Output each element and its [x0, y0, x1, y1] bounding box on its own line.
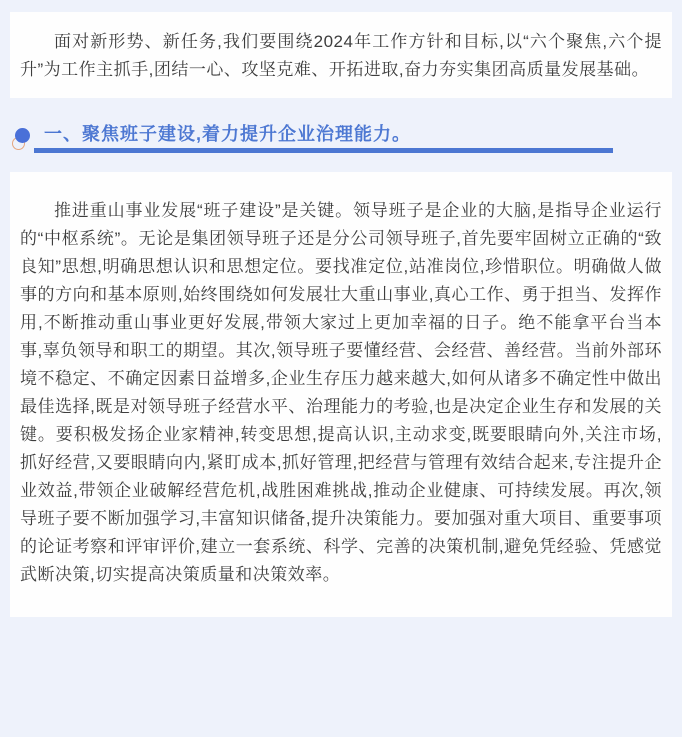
intro-card: [10, 12, 672, 98]
section-underline: [34, 148, 613, 153]
section-bullet-icon: [12, 128, 30, 150]
body-paragraph: 推进重山事业发展“班子建设”是关键。领导班子是企业的大脑,是指导企业运行的“中枢系统”。无论是集团领导班子还是分公司领导班子,首先要牢固树立正确的“致良知”思想,明确思想认识和思想定位。要找准定位,站准岗位,珍惜职位。明确做人做事的方向和基本原则,始终围绕如何发展壮大重山事业,真心工作、勇于担当、发挥作用,不断推动重山事业更好发展,带领大家过上更加幸福的日子。绝不能拿平台当本事,辜负领导和职工的期望。其次,领导班子要懂经营、会经营、善经营。当前外部环境不稳定、不确定因素日益增多,企业生存压力越来越大,如何从诸多不确定性中做出最佳选择,既是对领导班子经营水平、治理能力的考验,也是决定企业生存和发展的关键。要积极发扬企业家精神,转变思想,提高认识,主动求变,既要眼睛向外,关注市场,抓好经营,又要眼睛向内,紧盯成本,抓好管理,把经营与管理有效结合起来,专注提升企业效益,带领企业破解经营危机,战胜困难挑战,推动企业健康、可持续发展。再次,领导班子要不断加强学习,丰富知识储备,提升决策能力。要加强对重大项目、重要事项的论证考察和评审评价,建立一套系统、科学、完善的决策机制,避免凭经验、凭感觉武断决策,切实提高决策质量和决策效率。: [20, 201, 662, 584]
section-title: 一、聚焦班子建设,着力提升企业治理能力。: [44, 124, 411, 144]
intro-paragraph: 面对新形势、新任务,我们要围绕2024年工作方针和目标,以“六个聚焦,六个提升”为工作主抓手,团结一心、攻坚克难、开拓进取,奋力夯实集团高质量发展基础。: [20, 32, 662, 79]
blue-dot-icon: [15, 128, 30, 143]
body-card: [10, 172, 672, 617]
section-header: [10, 98, 672, 172]
